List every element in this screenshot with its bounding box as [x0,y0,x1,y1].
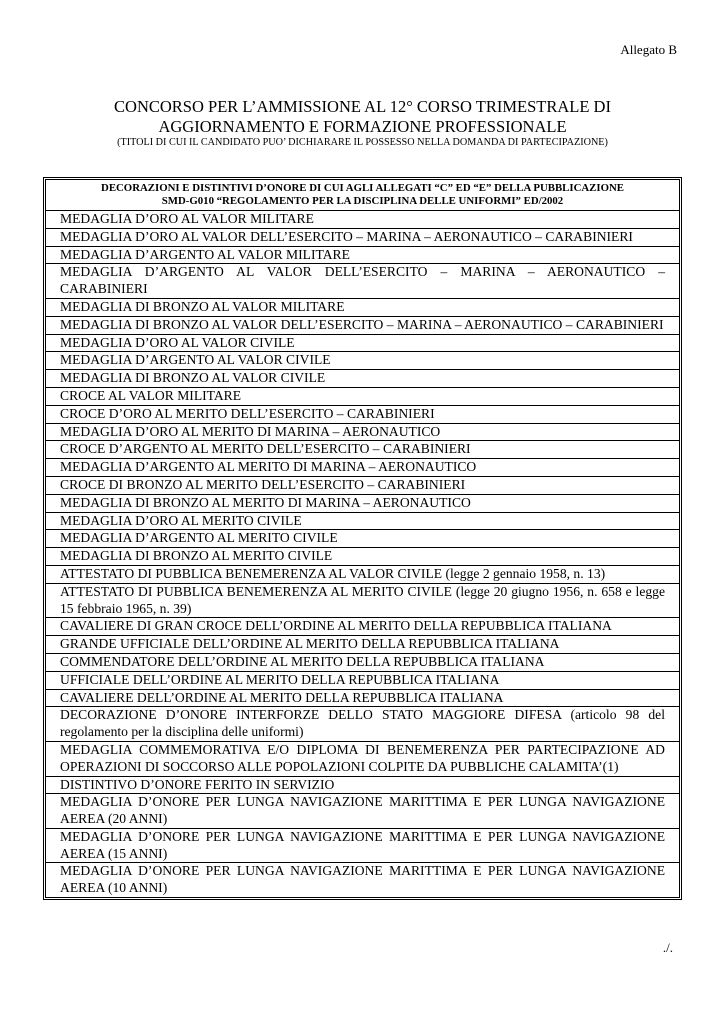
decorations-table-body [46,211,680,898]
table-row [46,494,680,512]
table-row [46,565,680,583]
annex-label: Allegato B [620,42,677,57]
decoration-item: DECORAZIONE D’ONORE INTERFORZE DELLO STATO MAGGIORE DIFESA (articolo 98 del regolamento per la disciplina delle uniformi) [46,707,680,742]
table-row [46,776,680,794]
table-row [46,370,680,388]
table-row [46,636,680,654]
decoration-item: MEDAGLIA DI BRONZO AL VALOR DELL’ESERCITO – MARINA – AERONAUTICO – CARABINIERI [46,316,680,334]
decoration-item: MEDAGLIA D’ONORE PER LUNGA NAVIGAZIONE MARITTIMA E PER LUNGA NAVIGAZIONE AEREA (10 ANNI) [46,863,680,898]
decoration-item: CROCE D’ARGENTO AL MERITO DELL’ESERCITO – CARABINIERI [46,441,680,459]
title-subtitle: (TITOLI DI CUI IL CANDIDATO PUO’ DICHIARARE IL POSSESSO NELLA DOMANDA DI PARTECIPAZIONE) [117,137,608,148]
continuation-mark: ./. [662,940,673,955]
table-row [46,794,680,829]
decoration-item: MEDAGLIA D’ORO AL MERITO DI MARINA – AERONAUTICO [46,423,680,441]
table-row [46,228,680,246]
decoration-item: MEDAGLIA D’ARGENTO AL MERITO CIVILE [46,530,680,548]
table-row [46,653,680,671]
decoration-item: MEDAGLIA D’ORO AL VALOR DELL’ESERCITO – MARINA – AERONAUTICO – CARABINIERI [46,228,680,246]
table-row [46,441,680,459]
decoration-item: CROCE AL VALOR MILITARE [46,387,680,405]
decoration-item: MEDAGLIA D’ONORE PER LUNGA NAVIGAZIONE MARITTIMA E PER LUNGA NAVIGAZIONE AEREA (15 ANNI) [46,828,680,863]
table-row [46,405,680,423]
decoration-item: MEDAGLIA COMMEMORATIVA E/O DIPLOMA DI BENEMERENZA PER PARTECIPAZIONE AD OPERAZIONI DI SOCCORSO ALLE POPOLAZIONI COLPITE DA PUBBLICHE CALAMITA’(1) [46,741,680,776]
table-row [46,707,680,742]
table-row [46,211,680,229]
decoration-item: MEDAGLIA D’ARGENTO AL VALOR MILITARE [46,246,680,264]
decoration-item: MEDAGLIA D’ARGENTO AL VALOR CIVILE [46,352,680,370]
table-row [46,863,680,898]
table-row [46,530,680,548]
decoration-item: MEDAGLIA D’ORO AL MERITO CIVILE [46,512,680,530]
table-header-row [46,180,680,211]
decoration-item: MEDAGLIA DI BRONZO AL MERITO DI MARINA – AERONAUTICO [46,494,680,512]
decorations-table [45,179,680,898]
table-row [46,689,680,707]
table-row [46,246,680,264]
table-row [46,583,680,618]
decoration-item: MEDAGLIA D’ARGENTO AL MERITO DI MARINA – AERONAUTICO [46,459,680,477]
decoration-item: CROCE D’ORO AL MERITO DELL’ESERCITO – CARABINIERI [46,405,680,423]
table-header-cell [46,180,680,211]
table-row [46,828,680,863]
table-row [46,334,680,352]
decoration-item: CROCE DI BRONZO AL MERITO DELL’ESERCITO – CARABINIERI [46,476,680,494]
decoration-item: MEDAGLIA D’ARGENTO AL VALOR DELL’ESERCITO – MARINA – AERONAUTICO – CARABINIERI [46,264,680,299]
decoration-item: GRANDE UFFICIALE DELL’ORDINE AL MERITO DELLA REPUBBLICA ITALIANA [46,636,680,654]
decoration-item: UFFICIALE DELL’ORDINE AL MERITO DELLA REPUBBLICA ITALIANA [46,671,680,689]
decoration-item: CAVALIERE DI GRAN CROCE DELL’ORDINE AL MERITO DELLA REPUBBLICA ITALIANA [46,618,680,636]
table-row [46,298,680,316]
table-header-line-2: SMD-G010 “REGOLAMENTO PER LA DISCIPLINA DELLE UNIFORMI” ED/2002 [161,195,564,207]
decoration-item: MEDAGLIA D’ORO AL VALOR MILITARE [46,211,680,229]
table-row [46,618,680,636]
decoration-item: COMMENDATORE DELL’ORDINE AL MERITO DELLA REPUBBLICA ITALIANA [46,653,680,671]
table-row [46,264,680,299]
table-row [46,741,680,776]
decoration-item: ATTESTATO DI PUBBLICA BENEMERENZA AL MERITO CIVILE (legge 20 giugno 1956, n. 658 e legge 15 febbraio 1965, n. 39) [46,583,680,618]
decoration-item: MEDAGLIA D’ORO AL VALOR CIVILE [46,334,680,352]
table-row [46,459,680,477]
title-line-2: AGGIORNAMENTO E FORMAZIONE PROFESSIONALE [158,117,567,136]
table-row [46,671,680,689]
table-row [46,548,680,566]
title-line-1: CONCORSO PER L’AMMISSIONE AL 12° CORSO TRIMESTRALE DI [114,97,611,116]
document-title [0,97,725,149]
decoration-item: MEDAGLIA DI BRONZO AL MERITO CIVILE [46,548,680,566]
decoration-item: DISTINTIVO D’ONORE FERITO IN SERVIZIO [46,776,680,794]
table-row [46,476,680,494]
decoration-item: MEDAGLIA DI BRONZO AL VALOR CIVILE [46,370,680,388]
table-row [46,387,680,405]
table-row [46,316,680,334]
table-row [46,423,680,441]
decoration-item: CAVALIERE DELL’ORDINE AL MERITO DELLA REPUBBLICA ITALIANA [46,689,680,707]
table-header-line-1: DECORAZIONI E DISTINTIVI D’ONORE DI CUI AGLI ALLEGATI “C” ED “E” DELLA PUBBLICAZIONE [101,182,624,194]
decoration-item: MEDAGLIA DI BRONZO AL VALOR MILITARE [46,298,680,316]
decoration-item: MEDAGLIA D’ONORE PER LUNGA NAVIGAZIONE MARITTIMA E PER LUNGA NAVIGAZIONE AEREA (20 ANNI) [46,794,680,829]
decoration-item: ATTESTATO DI PUBBLICA BENEMERENZA AL VALOR CIVILE (legge 2 gennaio 1958, n. 13) [46,565,680,583]
table-row [46,352,680,370]
table-row [46,512,680,530]
